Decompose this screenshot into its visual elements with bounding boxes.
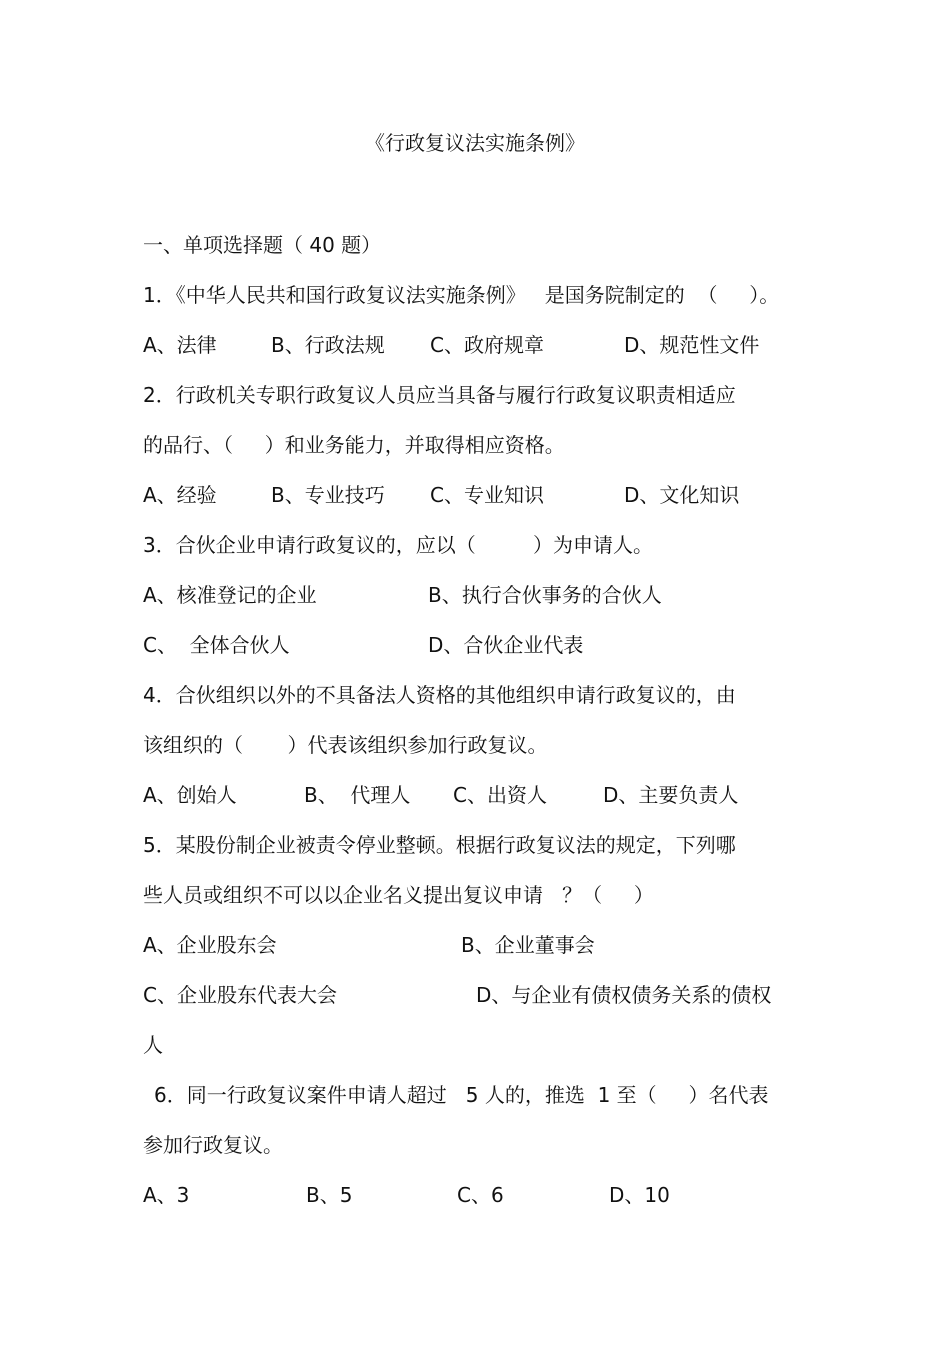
question-2-option-a: A、经验 [143,483,217,507]
question-1-stem: 1．《中华人民共和国行政复议法实施条例》 是国务院制定的 （ ）。 [143,283,780,307]
question-4-option-a: A、创始人 [143,783,237,807]
question-2-option-b: B、专业技巧 [271,483,385,507]
question-4-option-d: D、主要负责人 [603,783,739,807]
question-2-stem-line-1: 2．行政机关专职行政复议人员应当具备与履行行政复议职责相适应 [143,383,736,407]
question-3-option-b: B、执行合伙事务的合伙人 [428,583,662,607]
question-3-option-d: D、合伙企业代表 [428,633,584,657]
question-5-stem-line-1: 5．某股份制企业被责令停业整顿。根据行政复议法的规定，下列哪 [143,833,736,857]
question-2-option-d: D、文化知识 [624,483,740,507]
question-6-stem-line-2: 参加行政复议。 [143,1133,283,1157]
question-4-option-c: C、出资人 [453,783,547,807]
question-4-stem-line-2: 该组织的（ ）代表该组织参加行政复议。 [143,733,548,757]
question-6-option-c: C、6 [457,1183,504,1207]
question-2-option-c: C、专业知识 [430,483,544,507]
document-title: 《行政复议法实施条例》 [365,131,585,155]
question-3-option-c: C、 全体合伙人 [143,633,290,657]
question-5-stem-line-2: 些人员或组织不可以以企业名义提出复议申请 ？（ ） [143,883,654,907]
question-1-option-b: B、行政法规 [271,333,385,357]
question-6-option-a: A、3 [143,1183,190,1207]
question-5-option-a: A、企业股东会 [143,933,277,957]
question-3-option-a: A、核准登记的企业 [143,583,317,607]
question-5-option-c: C、企业股东代表大会 [143,983,337,1007]
question-1-option-c: C、政府规章 [430,333,544,357]
question-4-option-b: B、 代理人 [304,783,411,807]
question-5-option-d-continued: 人 [143,1033,163,1057]
question-6-option-d: D、10 [609,1183,670,1207]
question-3-stem: 3．合伙企业申请行政复议的，应以（ ）为申请人。 [143,533,653,557]
section-heading: 一、单项选择题（ 40 题） [143,233,382,257]
question-6-option-b: B、5 [306,1183,353,1207]
question-4-stem-line-1: 4．合伙组织以外的不具备法人资格的其他组织申请行政复议的，由 [143,683,736,707]
question-1-option-d: D、规范性文件 [624,333,760,357]
question-5-option-b: B、企业董事会 [461,933,595,957]
question-5-option-d: D、与企业有债权债务关系的债权 [476,983,772,1007]
question-1-option-a: A、法律 [143,333,217,357]
question-2-stem-line-2: 的品行、（ ）和业务能力，并取得相应资格。 [143,433,565,457]
question-6-stem-line-1: 6．同一行政复议案件申请人超过 5 人的，推选 1 至（ ）名代表 [154,1083,769,1107]
